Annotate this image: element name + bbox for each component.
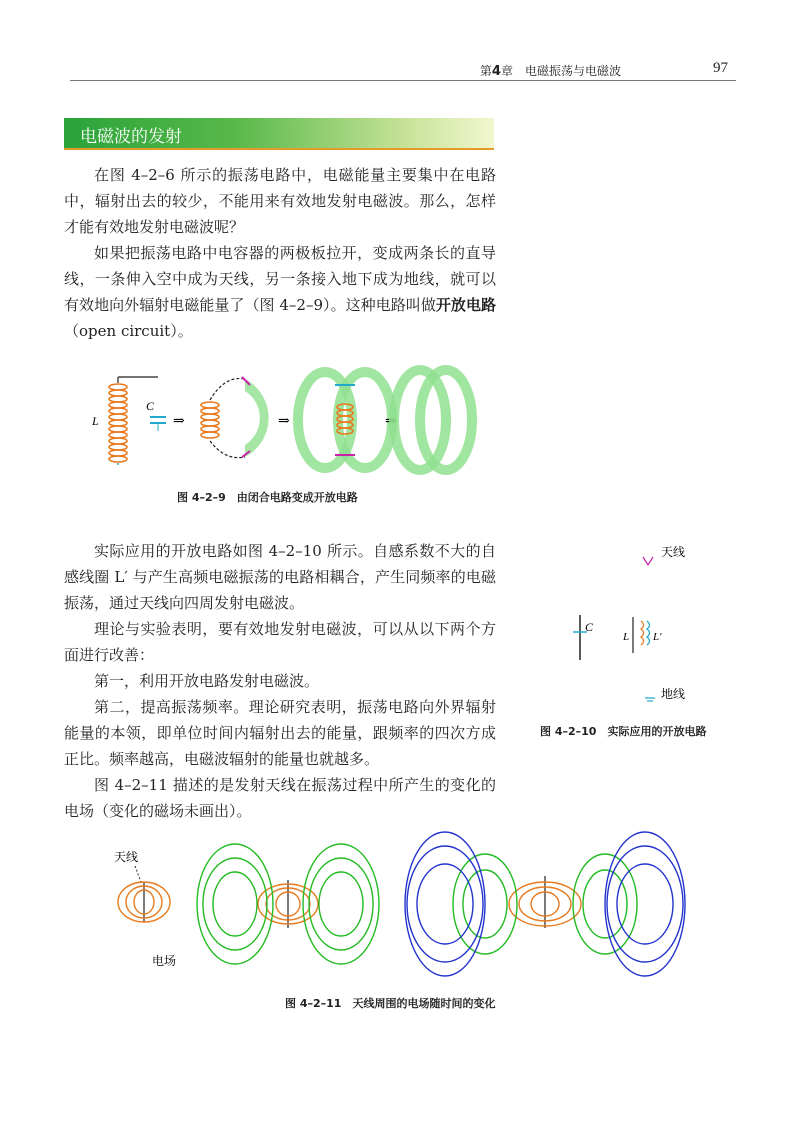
field-lines-stage-2: [197, 844, 379, 964]
closed-circuit-stage: [91, 377, 166, 465]
section-title-bar: [64, 118, 494, 150]
arrow-1: ⇒: [173, 413, 185, 429]
section-title: 电磁波的发射: [80, 127, 182, 147]
label-L-fig10: L: [623, 631, 630, 643]
paragraph-2: 如果把振荡电路中电容器的两极板拉开，变成两条长的直导线，一条伸入空中成为天线，另一条接入地下成为地线，就可以有效地向外辐射电磁能量了（图 4–2–9）。这种电路叫做开放电路（open circuit）。: [64, 244, 496, 340]
caption-fig-4-2-9: 图 4–2–9 由闭合电路变成开放电路: [177, 491, 358, 504]
term-open-circuit: 开放电路: [435, 296, 496, 314]
figure-4-2-9: [80, 365, 480, 480]
page-number: 97: [713, 60, 728, 76]
chapter-title: 电磁振荡与电磁波: [524, 64, 621, 78]
figure-4-2-10: [555, 535, 725, 715]
label-C-fig10: C: [585, 620, 594, 634]
open-rings-stage: [298, 372, 392, 468]
arrow-2: ⇒: [278, 413, 290, 429]
chapter-label: 第4章 电磁振荡与电磁波: [479, 64, 621, 79]
arrow-3: ⇒: [385, 413, 397, 429]
antenna-symbol: [643, 557, 653, 565]
paragraph-7: 图 4–2–11 描述的是发射天线在振荡过程中所产生的变化的电场（变化的磁场未画出）。: [64, 776, 496, 820]
label-C: C: [146, 399, 155, 413]
label-Lprime-fig10: L′: [653, 631, 662, 643]
caption-fig-4-2-10: 图 4–2–10 实际应用的开放电路: [540, 725, 707, 738]
figure-4-2-11: [100, 820, 720, 985]
running-header: [70, 60, 736, 81]
label-L: L: [92, 414, 99, 428]
paragraph-5: 第一，利用开放电路发射电磁波。: [94, 672, 320, 690]
paragraph-6: 第二，提高振荡频率。理论研究表明，振荡电路向外界辐射能量的本领，即单位时间内辐射出去的能量，跟频率的四次方成正比。频率越高，电磁波辐射的能量也就越多。: [64, 698, 496, 768]
label-field: 电场: [152, 954, 177, 968]
paragraph-3: 实际应用的开放电路如图 4–2–10 所示。自感系数不大的自感线圈 L′ 与产生高频电磁振荡的电路相耦合，产生同频率的电磁振荡，通过天线向四周发射电磁波。: [64, 542, 496, 612]
emitting-stage: [394, 370, 472, 470]
label-antenna-fig11: 天线: [114, 850, 139, 864]
opening-stage: [201, 377, 269, 458]
field-lines-stage-3: [405, 832, 685, 976]
caption-fig-4-2-11: 图 4–2–11 天线周围的电场随时间的变化: [285, 997, 496, 1010]
paragraph-1: 在图 4–2–6 所示的振荡电路中，电磁能量主要集中在电路中，辐射出去的较少，不能用来有效地发射电磁波。那么，怎样才能有效地发射电磁波呢？: [64, 166, 496, 236]
label-ground: 地线: [661, 687, 686, 701]
paragraph-4: 理论与实验表明，要有效地发射电磁波，可以从以下两个方面进行改善：: [64, 620, 496, 664]
label-antenna: 天线: [661, 545, 686, 559]
